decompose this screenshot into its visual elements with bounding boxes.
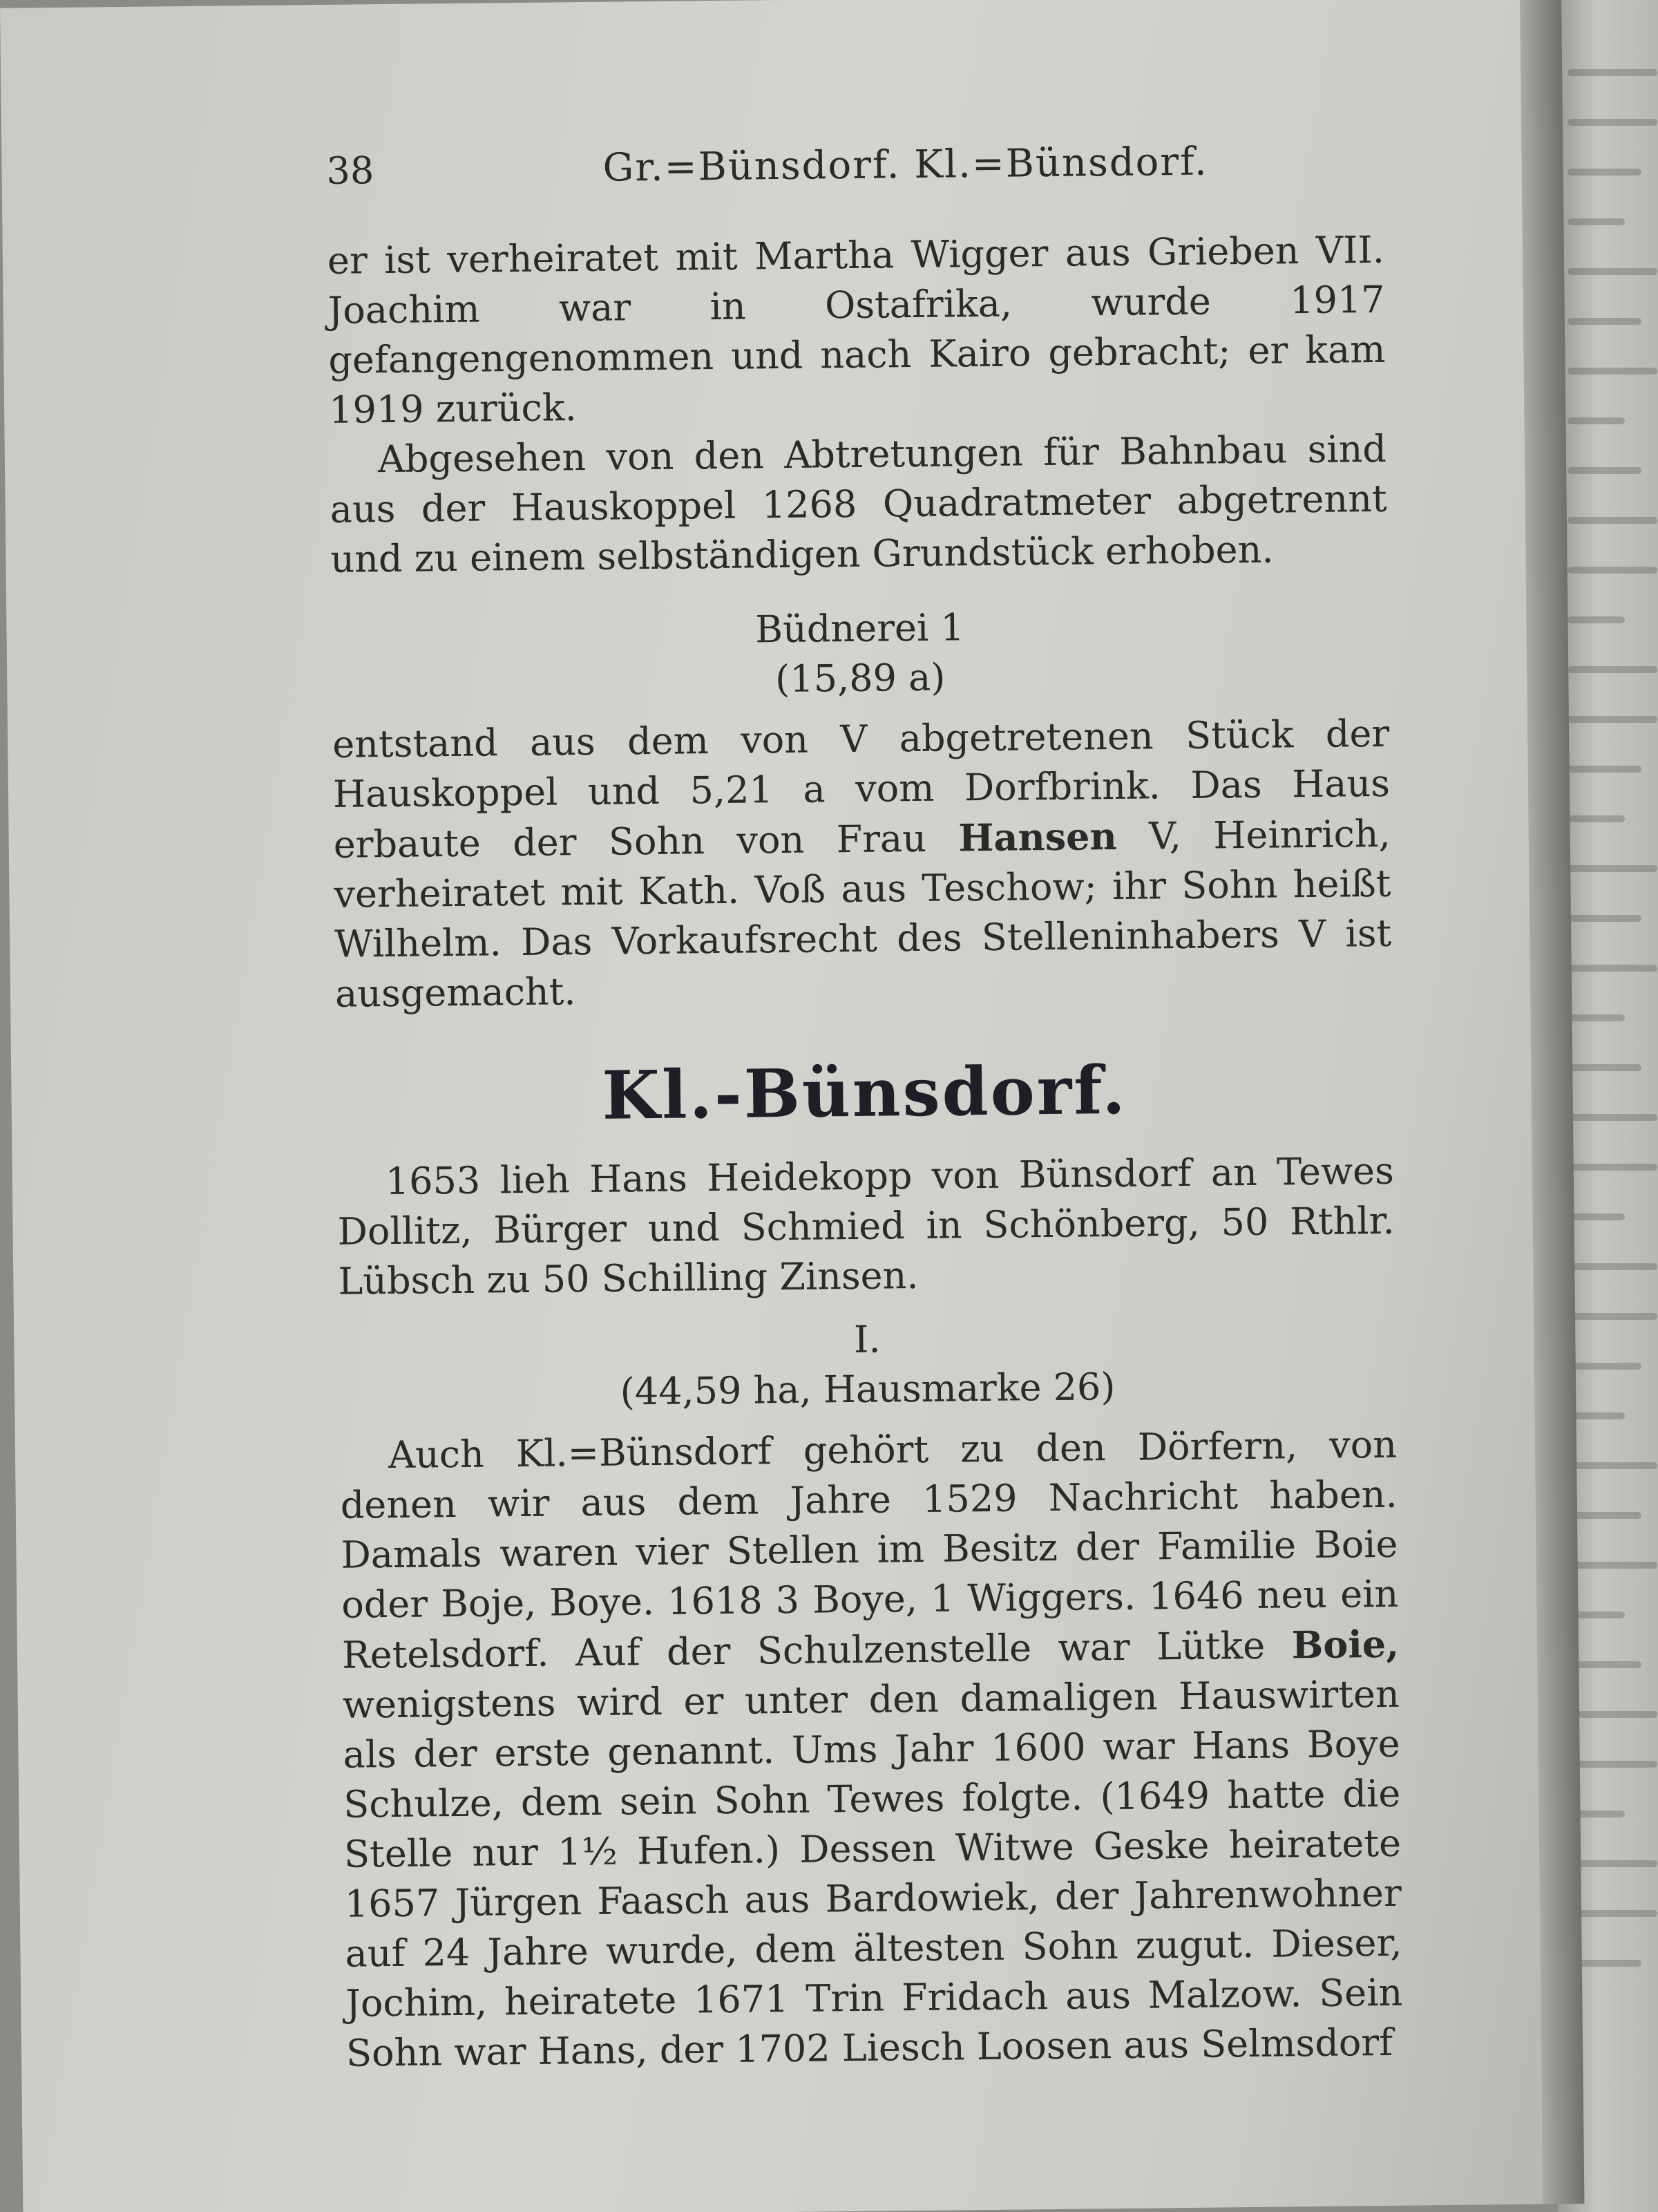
paragraph-3-part-a: entstand aus dem von V abgetretenen Stück der Hauskoppel und 5,21 a vom Dorfbrink. Das Haus erbaute der Sohn von Frau	[332, 711, 1391, 867]
adjacent-page-text-lines	[1568, 69, 1657, 2010]
running-title: Gr.=Bünsdorf. Kl.=Bünsdorf.	[602, 139, 1208, 191]
page-header	[326, 135, 1384, 209]
paragraph-2: Abgesehen von den Abtretungen für Bahnbau sind aus der Hauskoppel 1268 Quadratmeter abgetrennt und zu einem selbständigen Grundstück erhoben.	[330, 426, 1387, 581]
page-number: 38	[326, 149, 374, 193]
paragraph-5-bold: Boie,	[1291, 1621, 1400, 1667]
text-block	[326, 135, 1403, 2079]
subheading-area-hausmarke: (44,59 ha, Hausmarke 26)	[620, 1365, 1116, 1414]
paragraph-3	[332, 709, 1392, 1019]
paragraph-3-part-b: V, Heinrich, verheiratet mit Kath. Voß aus Teschow; ihr Sohn heißt Wilhelm. Das Vorkaufsrecht des Stelleninhabers V ist ausgemacht.	[334, 811, 1392, 1016]
paragraph-4: 1653 lieh Hans Heidekopp von Bünsdorf an Tewes Dollitz, Bürger und Schmied in Schönberg, 50 Rthlr. Lübsch zu 50 Schilling Zinsen.	[337, 1148, 1395, 1303]
paragraph-5-part-a: Auch Kl.=Bünsdorf gehört zu den Dörfern, von denen wir aus dem Jahre 1529 Nachricht haben. Damals waren vier Stellen im Besitz der Familie Boie oder Boje, Boye. 1618 3 Boye, 1 Wiggers. 1646 neu ein Retelsdorf. Auf der Schulzenstelle war Lütke	[340, 1422, 1399, 1677]
paragraph-3-bold: Hansen	[958, 813, 1118, 860]
subheading-roman-one: I.	[853, 1317, 881, 1361]
section-title: Kl.-Bünsdorf.	[601, 1050, 1128, 1135]
paragraph-5	[340, 1420, 1404, 2079]
subheading-buednerei: Büdnerei 1	[755, 605, 965, 652]
subheading-buednerei-area: (15,89 a)	[774, 655, 946, 701]
paragraph-1: er ist verheiratet mit Martha Wigger aus Grieben VII. Joachim war in Ostafrika, wurde 1917 gefangengenommen und nach Kairo gebracht; er kam 1919 zurück.	[327, 227, 1386, 432]
paragraph-5-part-b: wenigstens wird er unter den damaligen Hauswirten als der erste genannt. Ums Jahr 1600 war Hans Boye Schulze, dem sein Sohn Tewes folgte. (1649 hatte die Stelle nur 1½ Hufen.) Dessen Witwe Geske heiratete 1657 Jürgen Faasch aus Bardowiek, der Jahrenwohner auf 24 Jahre wurde, dem ältesten Sohn zugut. Dieser, Jochim, heiratete 1671 Trin Fridach aus Malzow. Sein Sohn war Hans, der 1702 Liesch Loosen aus Selmsdorf	[342, 1672, 1403, 2075]
